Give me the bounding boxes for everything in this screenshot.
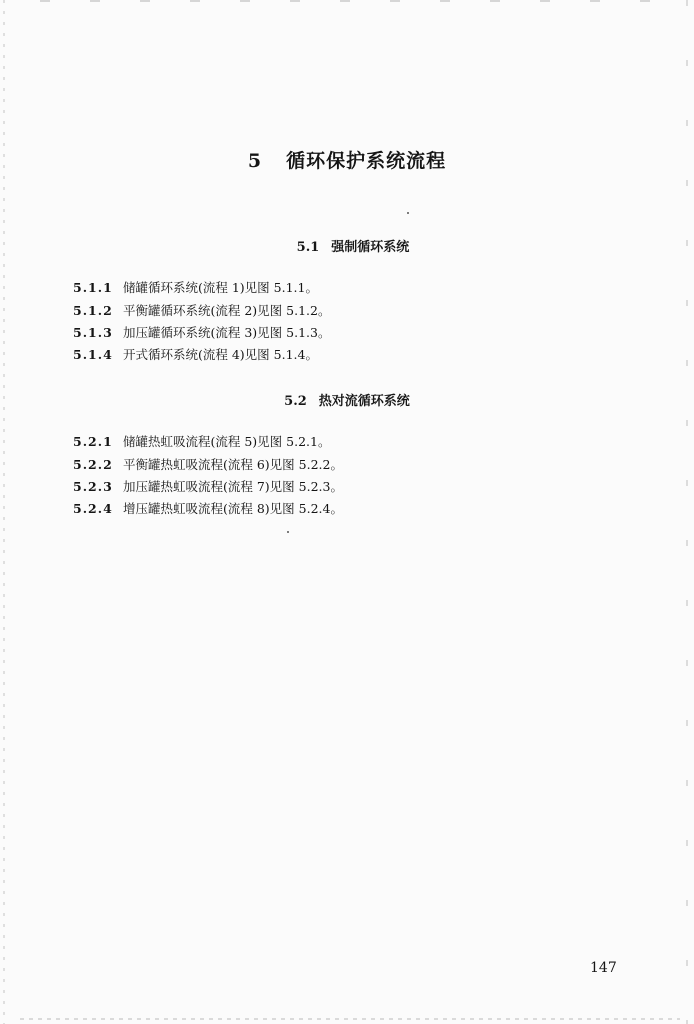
page-number: 147 <box>590 960 617 976</box>
item-number: 5.2.1 <box>73 434 113 449</box>
item-text: 平衡罐循环系统(流程 2)见图 5.1.2。 <box>123 303 331 318</box>
section-number: 5.1 <box>296 240 320 255</box>
section-title: 强制循环系统 <box>331 240 410 255</box>
scan-speck <box>287 531 289 533</box>
item-number: 5.2.4 <box>73 501 113 516</box>
item-number: 5.1.2 <box>73 303 113 318</box>
section-heading <box>0 390 694 409</box>
item-text: 增压罐热虹吸流程(流程 8)见图 5.2.4。 <box>123 501 343 516</box>
section-number: 5.2 <box>284 394 307 409</box>
list-item <box>73 499 343 517</box>
chapter-title-text: 循环保护系统流程 <box>286 150 447 172</box>
scan-speck <box>407 212 409 214</box>
item-text: 加压罐热虹吸流程(流程 7)见图 5.2.3。 <box>123 479 343 494</box>
list-item <box>73 455 343 473</box>
item-number: 5.1.1 <box>73 280 113 295</box>
list-item <box>73 477 343 495</box>
section-heading <box>0 236 694 255</box>
item-number: 5.1.3 <box>73 325 113 340</box>
item-text: 平衡罐热虹吸流程(流程 6)见图 5.2.2。 <box>123 457 343 472</box>
list-item <box>73 278 318 296</box>
list-item <box>73 432 330 450</box>
item-text: 开式循环系统(流程 4)见图 5.1.4。 <box>123 347 318 362</box>
item-text: 加压罐循环系统(流程 3)见图 5.1.3。 <box>123 325 331 340</box>
item-number: 5.1.4 <box>73 347 113 362</box>
list-item <box>73 323 330 341</box>
chapter-title <box>0 146 694 173</box>
chapter-number: 5 <box>247 150 263 172</box>
list-item <box>73 301 330 319</box>
item-number: 5.2.2 <box>73 457 113 472</box>
list-item <box>73 345 318 363</box>
scan-edge-top <box>40 0 660 2</box>
item-text: 储罐循环系统(流程 1)见图 5.1.1。 <box>123 280 318 295</box>
scan-edge-bottom <box>20 1018 680 1020</box>
item-text: 储罐热虹吸流程(流程 5)见图 5.2.1。 <box>123 434 331 449</box>
section-title: 热对流循环系统 <box>318 394 410 409</box>
item-number: 5.2.3 <box>73 479 113 494</box>
